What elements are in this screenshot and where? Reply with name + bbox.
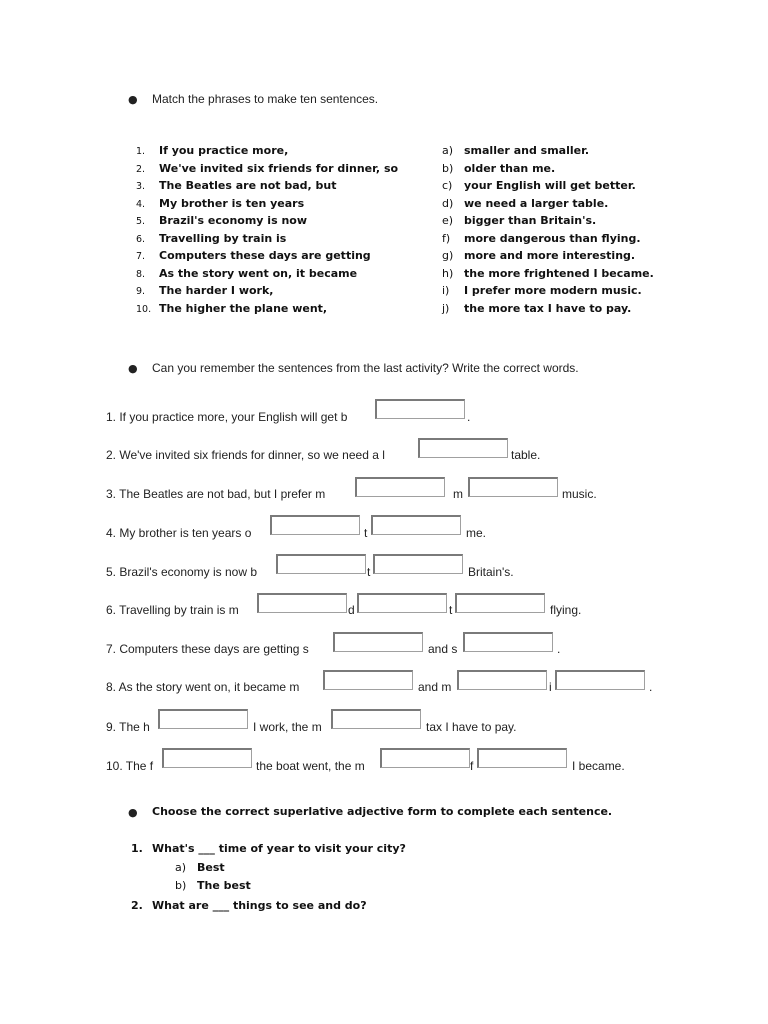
sentence-text: I work, the m <box>253 720 322 734</box>
answer-box[interactable] <box>455 593 545 613</box>
bullet-icon: ● <box>128 806 138 819</box>
sentence-text: 7. Computers these days are getting s <box>106 642 309 656</box>
instruction-2: Can you remember the sentences from the last activity? Write the correct words. <box>152 361 579 375</box>
sentence-text: 10. The f <box>106 759 154 773</box>
sentence-text: 6. Travelling by train is m <box>106 603 239 617</box>
bullet-icon: ● <box>128 93 138 106</box>
sentence-text: 8. As the story went on, it became m <box>106 680 300 694</box>
answer-box[interactable] <box>357 593 447 613</box>
answer-box[interactable] <box>355 477 445 497</box>
sentence-text: 1. If you practice more, your English will get b <box>106 410 348 424</box>
answer-box[interactable] <box>333 632 423 652</box>
sentence-text: flying. <box>550 603 582 617</box>
sentence-text: 5. Brazil's economy is now b <box>106 565 258 579</box>
sentence-text: the boat went, the m <box>256 759 365 773</box>
instruction-1: Match the phrases to make ten sentences. <box>152 92 379 106</box>
answer-box[interactable] <box>162 748 252 768</box>
sentence-text: 3. The Beatles are not bad, but I prefer m <box>106 487 326 501</box>
answer-box[interactable] <box>270 515 360 535</box>
answer-box[interactable] <box>323 670 413 690</box>
sentence-text: 4. My brother is ten years o <box>106 526 252 540</box>
answer-box[interactable] <box>375 399 465 419</box>
bullet-icon: ● <box>128 362 138 375</box>
answer-box[interactable] <box>418 438 508 458</box>
sentence-text: . <box>467 410 471 424</box>
sentence-text: . <box>557 642 561 656</box>
sentence-text: and s <box>428 642 458 656</box>
answer-box[interactable] <box>331 709 421 729</box>
answer-box[interactable] <box>257 593 347 613</box>
answer-box[interactable] <box>371 515 461 535</box>
answer-box[interactable] <box>276 554 366 574</box>
sentence-text: d <box>348 603 355 617</box>
answer-box[interactable] <box>158 709 248 729</box>
answer-box[interactable] <box>555 670 645 690</box>
answer-box[interactable] <box>477 748 567 768</box>
sentence-text: Britain's. <box>468 565 514 579</box>
sentence-text: i <box>549 680 552 694</box>
answer-box[interactable] <box>463 632 553 652</box>
answer-box[interactable] <box>457 670 547 690</box>
sentence-text: . <box>649 680 653 694</box>
answer-box[interactable] <box>380 748 470 768</box>
sentence-text: t <box>364 526 368 540</box>
sentence-text: me. <box>466 526 487 540</box>
instruction-3: Choose the correct superlative adjective form to complete each sentence. <box>152 805 613 818</box>
sentence-text: t <box>367 565 371 579</box>
answer-box[interactable] <box>373 554 463 574</box>
sentence-text: tax I have to pay. <box>426 720 517 734</box>
sentence-text: and m <box>418 680 452 694</box>
sentence-text: t <box>449 603 453 617</box>
sentence-text: m <box>453 487 463 501</box>
answer-box[interactable] <box>468 477 558 497</box>
sentence-text: f <box>470 759 474 773</box>
sentence-text: table. <box>511 448 541 462</box>
sentence-text: music. <box>562 487 597 501</box>
sentence-text: 2. We've invited six friends for dinner, so we need a l <box>106 448 385 462</box>
sentence-text: 9. The h <box>106 720 150 734</box>
sentence-text: I became. <box>572 759 625 773</box>
